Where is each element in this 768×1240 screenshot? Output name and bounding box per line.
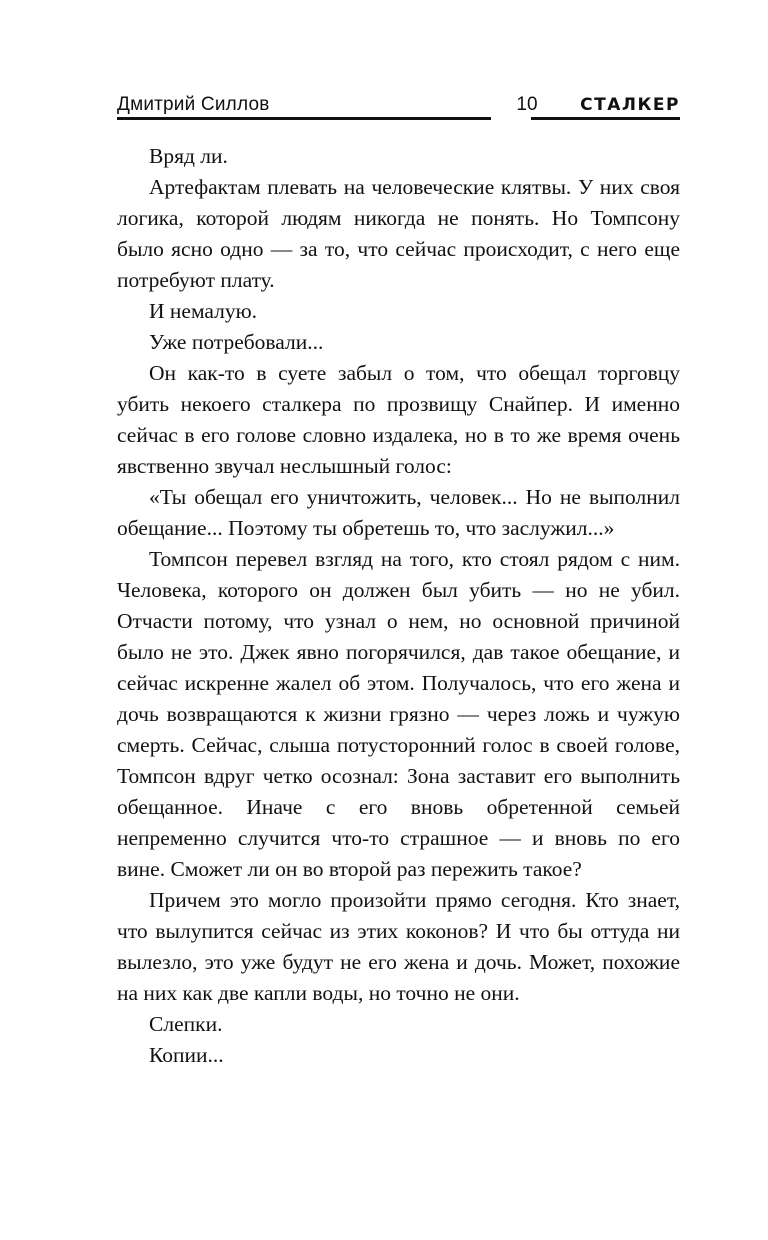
- header-rule-right: [531, 117, 680, 120]
- header-author: Дмитрий Силлов: [117, 94, 270, 115]
- paragraph: Слепки.: [149, 1012, 223, 1036]
- paragraph: И немалую.: [149, 299, 258, 323]
- page-number: 10: [516, 94, 538, 115]
- paragraph: Артефактам плевать на человеческие клятвы. У них своя логика, которой людям никогда не понять. Но Томпсону было ясно одно — за то, что сейчас происходит, с него еще потребуют плату.: [117, 175, 680, 292]
- paragraph: Причем это могло произойти прямо сегодня. Кто знает, что вылупится сейчас из этих коконов? И что бы оттуда ни вылезло, это уже будут не его жена и дочь. Может, похожие на них как две капли воды, но точно не они.: [117, 888, 680, 1005]
- header-series-title: СТАЛКЕР: [580, 95, 680, 115]
- paragraph: Уже потребовали...: [149, 330, 324, 354]
- paragraph: «Ты обещал его уничтожить, человек... Но не выполнил обещание... Поэтому ты обретешь то, что заслужил...»: [117, 485, 680, 540]
- paragraph: Копии...: [149, 1043, 224, 1067]
- header-rule-left: [117, 117, 491, 120]
- running-head: [117, 94, 680, 122]
- paragraph: Томпсон перевел взгляд на того, кто стоял рядом с ним. Человека, которого он должен был убить — но не убил. Отчасти потому, что узнал о нем, но основной причиной было не это. Джек явно погорячился, дав такое обещание, и сейчас искренне жалел об этом. Получалось, что его жена и дочь возвращаются к жизни грязно — через ложь и чужую смерть. Сейчас, слыша потусторонний голос в своей голове, Томпсон вдруг четко осознал: Зона заставит его выполнить обещанное. Иначе с его вновь обретенной семьей непременно случится что-то страшное — и вновь по его вине. Сможет ли он во второй раз пережить такое?: [117, 547, 680, 881]
- page-body-text: [117, 141, 680, 1071]
- paragraph: Он как-то в суете забыл о том, что обещал торговцу убить некоего сталкера по прозвищу Снайпер. И именно сейчас в его голове словно издалека, но в то же время очень явственно звучал неслышный голос:: [117, 361, 680, 478]
- paragraph: Вряд ли.: [149, 144, 228, 168]
